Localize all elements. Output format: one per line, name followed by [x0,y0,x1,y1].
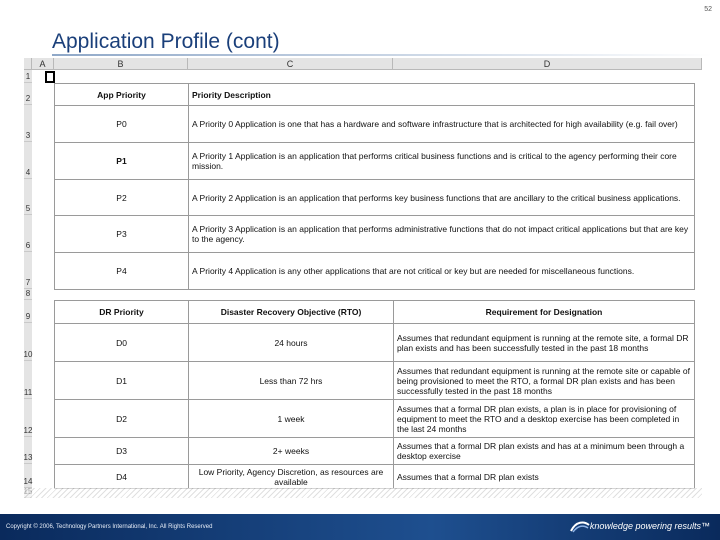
row-number: 6 [24,215,32,252]
row-number: 2 [24,83,32,105]
table-row [55,143,695,180]
spreadsheet-image [24,58,702,498]
priority-cell: P4 [55,253,189,290]
description-cell: A Priority 1 Application is an application that performs critical business functions and is critical to the agency performing their core mission. [189,143,695,180]
priority-cell: P0 [55,106,189,143]
tagline-text: knowledge powering results [589,521,701,531]
row-number: 11 [24,361,32,399]
requirement-cell: Assumes that a formal DR plan exists, a plan is in place for provisioning of equipment to meet the RTO and a desktop exercise has been completed in the last 24 months [394,400,695,438]
torn-edge [24,488,702,498]
description-cell: A Priority 3 Application is an application that performs administrative functions that do not impact critical applications but that are key to the agency. [189,216,695,253]
priority-cell: D4 [55,465,189,489]
table-row [55,253,695,290]
description-cell: A Priority 2 Application is an application that performs key business functions that are ancillary to the critical business applications. [189,180,695,216]
requirement-cell: Assumes that redundant equipment is running at the remote site or capable of being provisioned to meet the RTO, a formal DR plan exists and has been successfully tested in the past 18 months [394,362,695,400]
table-row [55,438,695,465]
rto-cell: 2+ weeks [189,438,394,465]
rto-cell: 1 week [189,400,394,438]
column-header: Disaster Recovery Objective (RTO) [189,301,394,324]
selected-cell [45,71,55,83]
requirement-cell: Assumes that a formal DR plan exists and has at a minimum been through a desktop exercise [394,438,695,465]
row-number: 7 [24,252,32,289]
priority-cell: P2 [55,180,189,216]
footer-bar [0,514,720,540]
row-number: 5 [24,179,32,215]
tagline [590,521,710,531]
table-row [55,465,695,489]
row-number: 10 [24,323,32,361]
rto-cell: 24 hours [189,324,394,362]
rto-cell: Less than 72 hrs [189,362,394,400]
row-number: 13 [24,437,32,464]
priority-cell: D1 [55,362,189,400]
priority-cell: D3 [55,438,189,465]
rto-cell: Low Priority, Agency Discretion, as resources are available [189,465,394,489]
row-number: 4 [24,142,32,179]
row-number: 14 [24,464,32,488]
trademark-symbol: ™ [701,521,710,531]
row-number: 3 [24,105,32,142]
swoosh-logo-icon [570,519,590,533]
requirement-cell: Assumes that a formal DR plan exists [394,465,695,489]
row-number: 8 [25,289,31,298]
slide-number: 52 [704,6,712,13]
col-header-d: D [393,58,702,70]
col-header-b: B [54,58,188,70]
table-row [55,400,695,438]
description-cell: A Priority 0 Application is one that has a hardware and software infrastructure that is architected for high availability (e.g. fail over) [189,106,695,143]
priority-cell: P1 [55,143,189,180]
table-header-row [55,301,695,324]
copyright-text: Copyright © 2006, Technology Partners International, Inc. All Rights Reserved [6,524,213,530]
sheet-corner [24,58,32,70]
title-rule [52,54,712,56]
table-row [55,216,695,253]
description-cell: A Priority 4 Application is any other applications that are not critical or key but are needed for miscellaneous functions. [189,253,695,290]
col-header-a: A [32,58,54,70]
row-number: 9 [24,300,32,323]
requirement-cell: Assumes that redundant equipment is running at the remote site, a formal DR plan exists and has been successfully tested in the past 18 months [394,324,695,362]
row-number: 12 [24,399,32,437]
priority-cell: D2 [55,400,189,438]
table-row [55,324,695,362]
priority-cell: D0 [55,324,189,362]
table-row [55,362,695,400]
table-header-row [55,84,695,106]
table-row [55,106,695,143]
table-row [55,180,695,216]
col-header-c: C [188,58,393,70]
column-header: Priority Description [189,84,695,106]
column-header: App Priority [55,84,189,106]
row-number: 1 [25,72,31,81]
column-header: Requirement for Designation [394,301,695,324]
app-priority-table [54,83,695,290]
priority-cell: P3 [55,216,189,253]
column-header: DR Priority [55,301,189,324]
dr-priority-table [54,300,695,489]
page-title: Application Profile (cont) [52,30,280,53]
